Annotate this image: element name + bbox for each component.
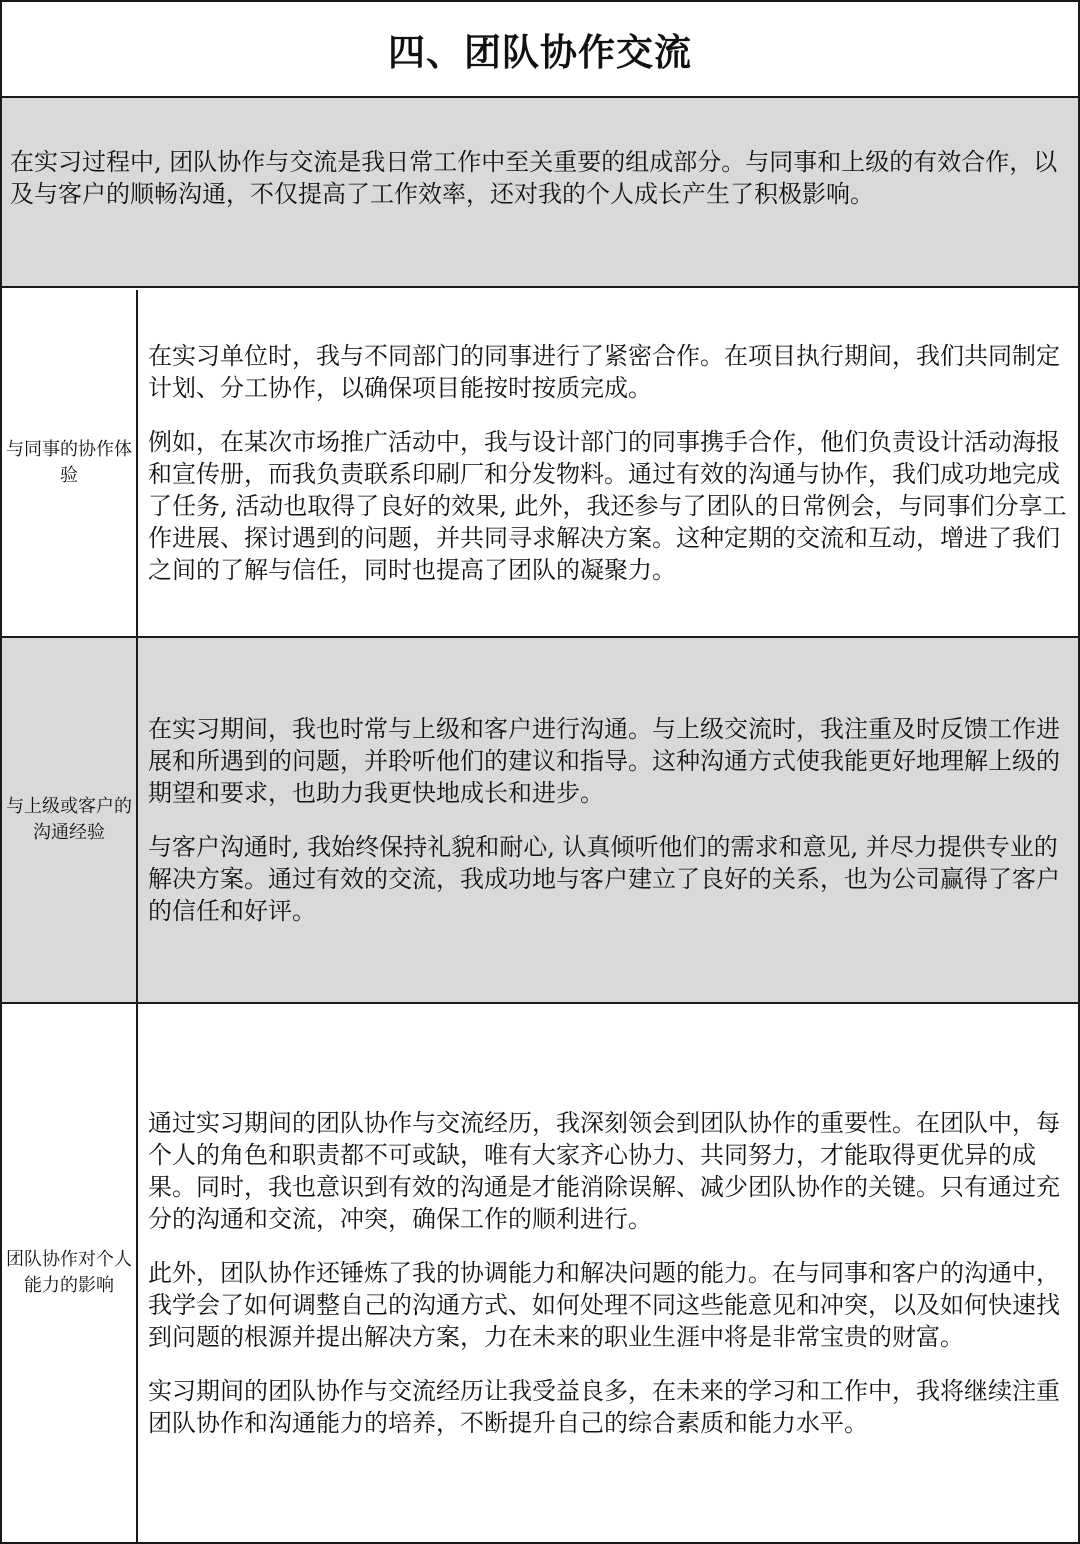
paragraph: 在实习期间，我也时常与上级和客户进行沟通。与上级交流时，我注重及时反馈工作进展和所遇到的问题，并聆听他们的建议和指导。这种沟通方式使我能更好地理解上级的期望和要求，也助力我更快地成长和进步。	[148, 715, 1060, 807]
paragraph: 在实习单位时，我与不同部门的同事进行了紧密合作。在项目执行期间，我们共同制定计划、分工协作，以确保项目能按时按质完成。	[148, 342, 1060, 402]
paragraph: 此外，团队协作还锤炼了我的协调能力和解决问题的能力。在与同事和客户的沟通中，我学会了如何调整自己的沟通方式、如何处理不同这些能意见和冲突，以及如何快速找到问题的根源并提出解决方案，力在未来的职业生涯中将是非常宝贵的财富。	[148, 1259, 1060, 1351]
intro-paragraph: 在实习过程中, 团队协作与交流是我日常工作中至关重要的组成部分。与同事和上级的有效合作，以及与客户的顺畅沟通，不仅提高了工作效率，还对我的个人成长产生了积极影响。	[2, 98, 1078, 288]
paragraph: 通过实习期间的团队协作与交流经历，我深刻领会到团队协作的重要性。在团队中，每个人的角色和职责都不可或缺，唯有大家齐心协力、共同努力，才能取得更优异的成果。同时，我也意识到有效的沟通是才能消除误解、减少团队协作的关键。只有通过充分的沟通和交流，冲突，确保工作的顺利进行。	[148, 1109, 1060, 1233]
section-title: 四、团队协作交流	[2, 2, 1078, 98]
paragraph: 与客户沟通时, 我始终保持礼貌和耐心, 认真倾听他们的需求和意见, 并尽力提供专业的解决方案。通过有效的交流，我成功地与客户建立了良好的关系，也为公司赢得了客户的信任和好评。	[148, 833, 1060, 925]
paragraph: 例如，在某次市场推广活动中，我与设计部门的同事携手合作，他们负责设计活动海报和宣传册，而我负责联系印刷厂和分发物料。通过有效的沟通与协作，我们成功地完成了任务, 活动也取得了良好的效果, 此外，我还参与了团队的日常例会，与同事们分享工作进展、探讨遇到的问题，并共同寻求解决方案。这种定期的交流和互动，增进了我们之间的了解与信任，同时也提高了团队的凝聚力。	[148, 428, 1067, 584]
row-label-colleagues: 与同事的协作体验	[2, 290, 138, 636]
table-row-superiors-clients	[2, 638, 1078, 1004]
row-content-superiors-clients	[140, 638, 1078, 1002]
row-content-colleagues	[140, 290, 1078, 636]
row-content-impact	[140, 1004, 1078, 1542]
table-row-colleagues	[2, 290, 1078, 638]
row-label-impact: 团队协作对个人能力的影响	[2, 1004, 138, 1542]
paragraph: 实习期间的团队协作与交流经历让我受益良多，在未来的学习和工作中，我将继续注重团队协作和沟通能力的培养，不断提升自己的综合素质和能力水平。	[148, 1377, 1060, 1437]
table-row-impact	[2, 1004, 1078, 1542]
row-label-superiors-clients: 与上级或客户的沟通经验	[2, 638, 138, 1002]
